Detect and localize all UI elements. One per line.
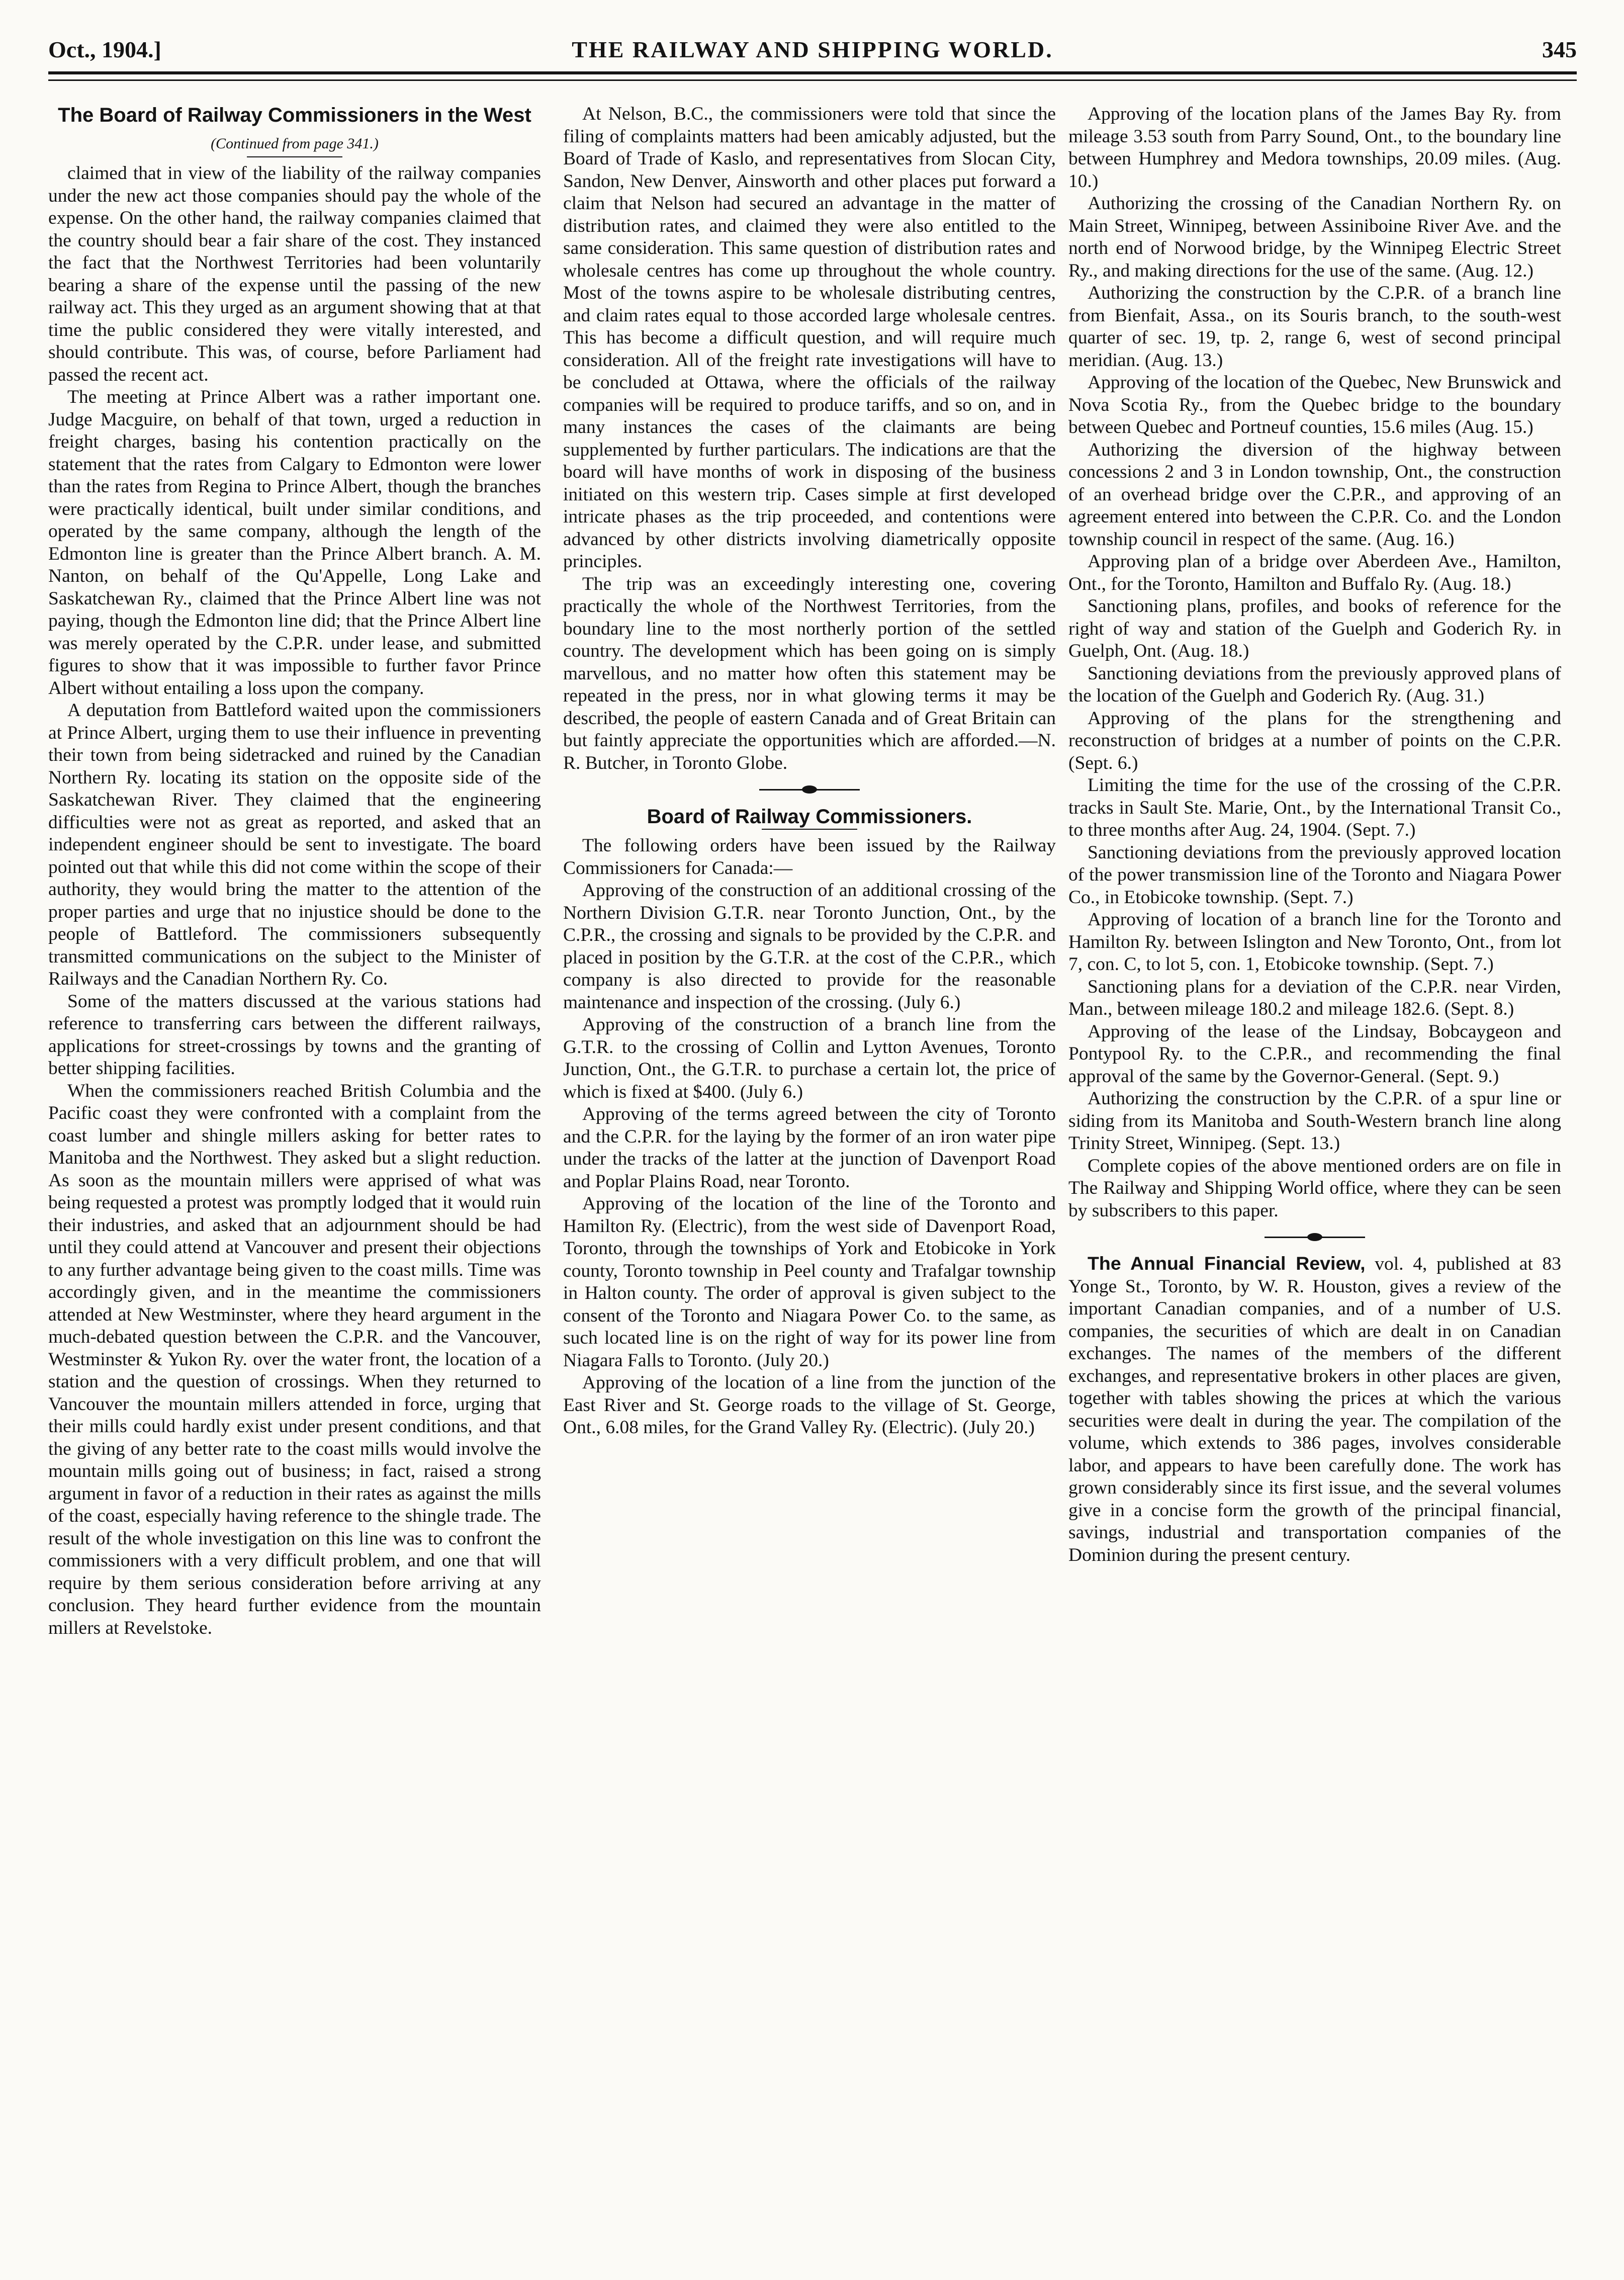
column-1 bbox=[48, 103, 541, 2135]
continued-note: (Continued from page 341.) bbox=[211, 135, 379, 152]
issue-date: Oct., 1904.] bbox=[48, 37, 161, 62]
paragraph: claimed that in view of the liability of the railway companies under the new act those companies should pay the whole of the expense. On the other hand, the railway companies claimed that the country should bear a fair share of the cost. They instanced the fact that the Northwest Territories had been voluntarily bearing a share of the expense until the passing of the new railway act. This they urged as an argument showing that at that time the public considered they were vitally interested, and should contribute. This was, of course, before Parliament had passed the recent act. bbox=[48, 163, 541, 385]
order-item: Approving of the location of the line of the Toronto and Hamilton Ry. (Electric), from the west side of Davenport Road, Toronto, through the townships of York and Etobicoke in York county, Toronto township in Peel county and Trafalgar township in Halton county. The order of approval is given subject to the consent of the Toronto and Niagara Power Co. to the same, as such located line is on the right of way for its power line from Niagara Falls to Toronto. (July 20.) bbox=[563, 1193, 1056, 1371]
order-item: Sanctioning plans for a deviation of the C.P.R. near Virden, Man., between mileage 180.2 and mileage 182.6. (Sept. 8.) bbox=[1068, 976, 1561, 1019]
order-item: Sanctioning deviations from the previously approved plans of the location of the Guelph and Goderich Ry. (Aug. 31.) bbox=[1068, 663, 1561, 706]
review-paragraph bbox=[1068, 1252, 1561, 1566]
review-title: The Annual Financial Review, bbox=[1088, 1253, 1366, 1274]
order-item: Sanctioning plans, profiles, and books of reference for the right of way and station of the Guelph and Goderich Ry. in Guelph, Ont. (Aug. 18.) bbox=[1068, 596, 1561, 661]
order-item: Approving of the location of the Quebec, New Brunswick and Nova Scotia Ry., from the Quebec bridge to the boundary between Quebec and Portneuf counties, 15.6 miles (Aug. 15.) bbox=[1068, 372, 1561, 437]
order-item: Sanctioning deviations from the previously approved location of the power transmission line of the Toronto and Niagara Power Co., in Etobicoke township. (Sept. 7.) bbox=[1068, 842, 1561, 908]
order-item: Approving of the construction of a branch line from the G.T.R. to the crossing of Collin and Lytton Avenues, Toronto Junction, Ont., the G.T.R. to purchase a certain lot, the price of which is fixed at $400. (July 6.) bbox=[563, 1014, 1056, 1102]
paragraph: The meeting at Prince Albert was a rather important one. Judge Macguire, on behalf of that town, urged a reduction in freight charges, basing his contention practically on the statement that the rates from Calgary to Edmonton were lower than the rates from Regina to Prince Albert, though the branches were practically identical, built under similar conditions, and operated by the same company, although the length of the Edmonton line is greater than the Prince Albert branch. A. M. Nanton, on behalf of the Qu'Appelle, Long Lake and Saskatchewan Ry., claimed that the Prince Albert line was not paying, though the Edmonton line did; that the Prince Albert line was merely operated by the C.P.R. under lease, and submitted figures to show that it was impossible to further favor Prince Albert without entailing a loss upon the company. bbox=[48, 387, 541, 698]
review-body: vol. 4, published at 83 Yonge St., Toronto, by W. R. Houston, gives a review of the important Canadian companies, and of a number of U.S. companies, the securities of which are dealt in on Canadian exchanges. The names of the members of the different exchanges, and representative brokers in other places are given, together with tables showing the prices at which the various securities were dealt in during the year. The compilation of the volume, which extends to 386 pages, involves considerable labor, and appears to have been carefully done. The work has grown considerably since its first issue, and the several volumes give in a concise form the growth of the principal financial, savings, industrial and transportation companies of the Dominion during the present century. bbox=[1068, 1254, 1561, 1565]
article-title: Board of Railway Commissioners. bbox=[647, 806, 972, 828]
order-item: Approving of the construction of an additional crossing of the Northern Division G.T.R. near Toronto Junction, Ont., by the C.P.R., the crossing and signals to be provided by the C.P.R. and placed in position by the G.T.R. at the cost of the C.P.R., which company is also directed to provide for the reasonable maintenance and inspection of the crossing. (July 6.) bbox=[563, 880, 1056, 1013]
page-header bbox=[48, 32, 1577, 67]
header-rule-thick bbox=[48, 71, 1577, 74]
column-2 bbox=[563, 103, 1056, 2110]
paragraph: A deputation from Battleford waited upon the commissioners at Prince Albert, urging them to use their influence in preventing their town from being sidetracked and ruined by the Canadian Northern Ry. locating its station on the opposite side of the Saskatchewan River. They claimed that the engineering difficulties were not as great as reported, and asked that an independent engineer should be sent to investigate. The board pointed out that while this did not come within the scope of their authority, they would bring the matter to the attention of the proper parties and urge that no injustice should be done to the people of Battleford. The commissioners subsequently transmitted communications on the subject to the Minister of Railways and the Canadian Northern Ry. Co. bbox=[48, 700, 541, 989]
title-rule bbox=[247, 156, 342, 157]
article-title: The Board of Railway Commissioners in the West bbox=[58, 104, 531, 126]
publication-title: THE RAILWAY AND SHIPPING WORLD. bbox=[572, 37, 1053, 62]
section-divider bbox=[563, 774, 1056, 805]
order-item: Limiting the time for the use of the crossing of the C.P.R. tracks in Sault Ste. Marie, Ont., by the International Transit Co., to three months after Aug. 24, 1904. (Sept. 7.) bbox=[1068, 775, 1561, 840]
paragraph: The following orders have been issued by the Railway Commissioners for Canada:— bbox=[563, 835, 1056, 879]
page-number: 345 bbox=[1542, 37, 1577, 62]
order-item: Approving of the lease of the Lindsay, Bobcaygeon and Pontypool Ry. to the C.P.R., and recommending the final approval of the same by the Governor-General. (Sept. 9.) bbox=[1068, 1021, 1561, 1087]
closing-paragraph: Complete copies of the above mentioned orders are on file in The Railway and Shipping World office, where they can be seen by subscribers to this paper. bbox=[1068, 1155, 1561, 1221]
order-item: Approving of the plans for the strengthening and reconstruction of bridges at a number of points on the C.P.R. (Sept. 6.) bbox=[1068, 708, 1561, 773]
section-divider bbox=[1068, 1222, 1561, 1252]
order-item: Authorizing the construction by the C.P.R. of a spur line or siding from its Manitoba and South-Western branch line along Trinity Street, Winnipeg. (Sept. 13.) bbox=[1068, 1088, 1561, 1154]
order-item: Approving of the location plans of the James Bay Ry. from mileage 3.53 south from Parry Sound, Ont., to the boundary line between Humphrey and Medora townships, 20.09 miles. (Aug. 10.) bbox=[1068, 104, 1561, 192]
paragraph: At Nelson, B.C., the commissioners were told that since the filing of complaints matters had been amicably adjusted, but the Board of Trade of Kaslo, and representatives from Slocan City, Sandon, New Denver, Ainsworth and other places put forward a claim that Nelson had secured an advantage in the matter of distribution rates, and claimed they were also entitled to the same consideration. This same question of distribution rates and wholesale centres has come up throughout the whole country. Most of the towns aspire to be wholesale distributing centres, and claim rates equal to those accorded large wholesale centres. This has become a difficult question, and will require much consideration. All of the freight rate investigations will have to be concluded at Ottawa, where the officials of the railway companies will be required to produce tariffs, and so on, and in many instances the cases of the claimants are being supplemented by further particulars. The indications are that the board will have months of work in disposing of the business initiated on this western trip. Cases simple at first developed intricate phases as the trip proceeded, and contentions were advanced by other districts involving diametrically opposite principles. bbox=[563, 104, 1056, 572]
order-item: Approving plan of a bridge over Aberdeen Ave., Hamilton, Ont., for the Toronto, Hamilton and Buffalo Ry. (Aug. 18.) bbox=[1068, 551, 1561, 594]
title-rule bbox=[762, 829, 857, 830]
order-item: Approving of location of a branch line for the Toronto and Hamilton Ry. between Islington and New Toronto, Ont., from lot 7, con. C, to lot 5, con. 1, Etobicoke township. (Sept. 7.) bbox=[1068, 909, 1561, 975]
order-item: Authorizing the construction by the C.P.R. of a branch line from Bienfait, Assa., on its Souris branch, to the south-west quarter of sec. 19, tp. 2, range 6, west of second principal meridian. (Aug. 13.) bbox=[1068, 283, 1561, 371]
order-item: Authorizing the diversion of the highway between concessions 2 and 3 in London township, Ont., the construction of an overhead bridge over the C.P.R., and approving of an agreement entered into between the C.P.R. Co. and the London township council in respect of the same. (Aug. 16.) bbox=[1068, 439, 1561, 550]
paragraph: The trip was an exceedingly interesting one, covering practically the whole of the Northwest Territories, from the boundary line to the most northerly portion of the settled country. The development which has been going on is simply marvellous, and no matter how often this statement may be repeated in the press, nor in what glowing terms it may be described, the people of eastern Canada and of Great Britain can but faintly appreciate the opportunities which are afforded.—N. R. Butcher, in Toronto Globe. bbox=[563, 573, 1056, 773]
order-item: Approving of the terms agreed between the city of Toronto and the C.P.R. for the laying by the former of an iron water pipe under the tracks of the latter at the junction of Davenport Road and Poplar Plains Road, near Toronto. bbox=[563, 1104, 1056, 1192]
column-3 bbox=[1068, 103, 1561, 1612]
paragraph: When the commissioners reached British Columbia and the Pacific coast they were confronted with a complaint from the coast lumber and shingle millers asking for better rates to Manitoba and the Northwest. They asked but a slight reduction. As soon as the mountain millers were apprised of what was being requested a protest was promptly lodged that it would ruin their industries, and asked that an adjournment should be had until they could attend at Vancouver and present their objections to any further advantage being given to the coast mills. Time was accordingly given, and in the meantime the commissioners attended at New Westminster, where they heard argument in the much-debated question between the C.P.R. and the Vancouver, Westminster & Yukon Ry. over the water front, the location of a station and the question of crossings. When they returned to Vancouver the mountain millers attended in force, urging that their mills could hardly exist under present conditions, and that the giving of any better rate to the coast mills would involve the mountain mills going out of business; in fact, raised a strong argument in favor of a reduction in their rates as against the mills of the coast, especially having reference to the shingle trade. The result of the whole investigation on this line was to confront the commissioners with a very difficult problem, and one that will require by them serious consideration before arriving at any conclusion. They heard further evidence from the mountain millers at Revelstoke. bbox=[48, 1080, 541, 1638]
order-item: Authorizing the crossing of the Canadian Northern Ry. on Main Street, Winnipeg, between Assiniboine River Ave. and the north end of Norwood bridge, by the Winnipeg Electric Street Ry., and making directions for the use of the same. (Aug. 12.) bbox=[1068, 193, 1561, 281]
paragraph: Some of the matters discussed at the various stations had reference to transferring cars between the different railways, applications for street-crossings by towns and the granting of better shipping facilities. bbox=[48, 991, 541, 1079]
order-item: Approving of the location of a line from the junction of the East River and St. George roads to the village of St. George, Ont., 6.08 miles, for the Grand Valley Ry. (Electric). (July 20.) bbox=[563, 1372, 1056, 1438]
header-rule-thin bbox=[48, 79, 1577, 81]
